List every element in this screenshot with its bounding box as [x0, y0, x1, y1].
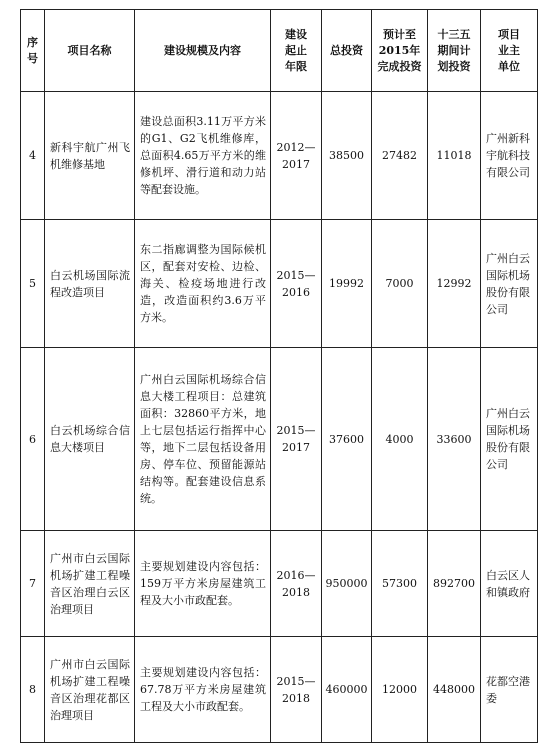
row-period: 2015—2017	[271, 348, 322, 531]
row-name: 白云机场国际流程改造项目	[45, 220, 135, 348]
table-row	[21, 92, 538, 220]
header-scale: 建设规模及内容	[135, 10, 271, 92]
row-seq: 6	[21, 348, 45, 531]
row-plan135: 12992	[428, 220, 481, 348]
row-seq: 4	[21, 92, 45, 220]
row-total: 460000	[322, 637, 372, 743]
row-owner: 花都空港委	[481, 637, 538, 743]
row-seq: 5	[21, 220, 45, 348]
row-owner: 广州白云国际机场股份有限公司	[481, 220, 538, 348]
row-name: 广州市白云国际机场扩建工程噪音区治理白云区治理项目	[45, 531, 135, 637]
row-plan135: 33600	[428, 348, 481, 531]
table-row	[21, 531, 538, 637]
row-by2015: 27482	[372, 92, 428, 220]
row-scale: 东二指廊调整为国际候机区，配套对安检、边检、海关、检疫场地进行改造，改造面积约3.6万平方米。	[135, 220, 271, 348]
row-name: 广州市白云国际机场扩建工程噪音区治理花都区治理项目	[45, 637, 135, 743]
row-by2015: 7000	[372, 220, 428, 348]
row-scale: 主要规划建设内容包括：159万平方米房屋建筑工程及大小市政配套。	[135, 531, 271, 637]
header-period: 建设起止年限	[271, 10, 322, 92]
row-by2015: 57300	[372, 531, 428, 637]
table-row	[21, 220, 538, 348]
row-total: 950000	[322, 531, 372, 637]
row-plan135: 11018	[428, 92, 481, 220]
row-plan135: 448000	[428, 637, 481, 743]
row-owner: 白云区人和镇政府	[481, 531, 538, 637]
row-total: 38500	[322, 92, 372, 220]
header-total: 总投资	[322, 10, 372, 92]
row-owner: 广州新科宇航科技有限公司	[481, 92, 538, 220]
row-total: 19992	[322, 220, 372, 348]
row-seq: 7	[21, 531, 45, 637]
project-table	[20, 9, 538, 743]
header-owner: 项目业主单位	[481, 10, 538, 92]
header-name: 项目名称	[45, 10, 135, 92]
row-plan135: 892700	[428, 531, 481, 637]
row-period: 2015—2018	[271, 637, 322, 743]
header-row	[21, 10, 538, 92]
row-scale: 广州白云国际机场综合信息大楼工程项目：总建筑面积：32860平方米，地上七层包括运行指挥中心等，地下二层包括设备用房、停车位、预留能源站结构等。配套建设信息系统。	[135, 348, 271, 531]
row-scale: 主要规划建设内容包括：67.78万平方米房屋建筑工程及大小市政配套。	[135, 637, 271, 743]
row-seq: 8	[21, 637, 45, 743]
row-total: 37600	[322, 348, 372, 531]
row-by2015: 4000	[372, 348, 428, 531]
row-name: 白云机场综合信息大楼项目	[45, 348, 135, 531]
row-owner: 广州白云国际机场股份有限公司	[481, 348, 538, 531]
row-scale: 建设总面积3.11万平方米的G1、G2飞机维修库，总面积4.65万平方米的维修机坪、滑行道和动力站等配套设施。	[135, 92, 271, 220]
header-by2015: 预计至2015年完成投资	[372, 10, 428, 92]
row-name: 新科宇航广州飞机维修基地	[45, 92, 135, 220]
header-seq: 序号	[21, 10, 45, 92]
row-period: 2016—2018	[271, 531, 322, 637]
header-plan135: 十三五期间计划投资	[428, 10, 481, 92]
row-period: 2012—2017	[271, 92, 322, 220]
row-period: 2015—2016	[271, 220, 322, 348]
table-row	[21, 348, 538, 531]
row-by2015: 12000	[372, 637, 428, 743]
table-row	[21, 637, 538, 743]
